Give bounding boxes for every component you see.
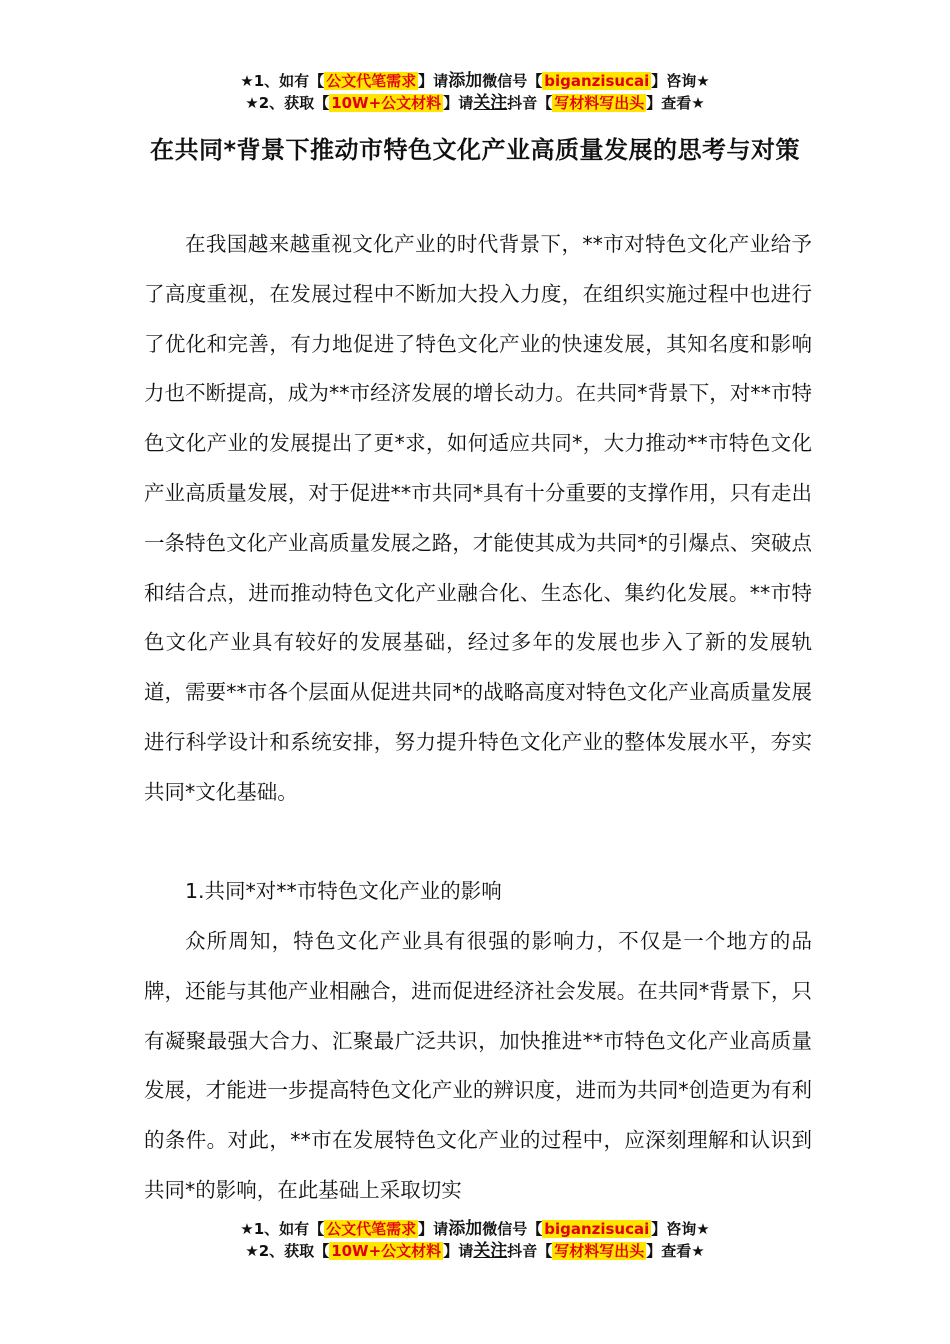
promo-text: 】咨询★	[651, 1220, 710, 1238]
paragraph-text: 众所周知，特色文化产业具有很强的影响力，不仅是一个地方的品牌，还能与其他产业相融合，进而促进经济社会发展。在共同*背景下，只有凝聚最强大合力、汇聚最广泛共识，加快推进**市特色文化产业高质量发展，才能进一步提高特色文化产业的辨识度，进而为共同*创造更为有利的条件。对此，**市在发展特色文化产业的过程中，应深刻理解和认识到共同*的影响，在此基础上采取切实	[144, 929, 812, 1202]
section-heading-text: 1.共同*对**市特色文化产业的影响	[185, 879, 502, 903]
promo-highlight-douyin-id: 写材料写出头	[554, 94, 645, 112]
promo-banner-top	[0, 70, 950, 114]
promo-line-2	[0, 1240, 950, 1262]
promo-text: 】查看★	[646, 94, 705, 112]
promo-text: 抖音【	[507, 94, 553, 112]
promo-line-2	[0, 92, 950, 114]
promo-text: 抖音【	[507, 1242, 553, 1260]
promo-text: 】请	[418, 72, 449, 90]
promo-text: ★1、如有【	[240, 72, 325, 90]
promo-text: ★1、如有【	[240, 1220, 325, 1238]
promo-banner-bottom	[0, 1218, 950, 1262]
promo-highlight-wechat-id: biganzisucai	[544, 1220, 650, 1238]
promo-emphasis: 关注	[473, 1241, 508, 1261]
body-paragraph	[144, 220, 812, 818]
promo-highlight-service: 公文代笔需求	[326, 1220, 417, 1238]
promo-text: 】请	[418, 1220, 449, 1238]
promo-line-1	[0, 70, 950, 92]
promo-highlight-service: 公文代笔需求	[326, 72, 417, 90]
promo-text: 】咨询★	[651, 72, 710, 90]
promo-text: ★2、获取【	[245, 94, 330, 112]
promo-line-1	[0, 1218, 950, 1240]
promo-highlight-materials: 10W+公文材料	[331, 94, 442, 112]
document-title: 在共同*背景下推动市特色文化产业高质量发展的思考与对策	[149, 136, 801, 164]
promo-highlight-wechat-id: biganzisucai	[544, 72, 650, 90]
promo-text: 】请	[443, 1242, 474, 1260]
section-heading	[144, 867, 812, 917]
promo-emphasis: 添加	[448, 71, 483, 91]
promo-text: 】查看★	[646, 1242, 705, 1260]
promo-highlight-douyin-id: 写材料写出头	[554, 1242, 645, 1260]
body-paragraph	[144, 917, 812, 1216]
promo-emphasis: 添加	[448, 1219, 483, 1239]
promo-text: 微信号【	[482, 72, 543, 90]
promo-highlight-materials: 10W+公文材料	[331, 1242, 442, 1260]
promo-text: 】请	[443, 94, 474, 112]
promo-emphasis: 关注	[473, 93, 508, 113]
promo-text: ★2、获取【	[245, 1242, 330, 1260]
promo-text: 微信号【	[482, 1220, 543, 1238]
paragraph-text: 在我国越来越重视文化产业的时代背景下，**市对特色文化产业给予了高度重视，在发展过程中不断加大投入力度，在组织实施过程中也进行了优化和完善，有力地促进了特色文化产业的快速发展，其知名度和影响力也不断提高，成为**市经济发展的增长动力。在共同*背景下，对**市特色文化产业的发展提出了更*求，如何适应共同*，大力推动**市特色文化产业高质量发展，对于促进**市共同*具有十分重要的支撑作用，只有走出一条特色文化产业高质量发展之路，才能使其成为共同*的引爆点、突破点和结合点，进而推动特色文化产业融合化、生态化、集约化发展。**市特色文化产业具有较好的发展基础，经过多年的发展也步入了新的发展轨道，需要**市各个层面从促进共同*的战略高度对特色文化产业高质量发展进行科学设计和系统安排，努力提升特色文化产业的整体发展水平，夯实共同*文化基础。	[144, 232, 812, 804]
